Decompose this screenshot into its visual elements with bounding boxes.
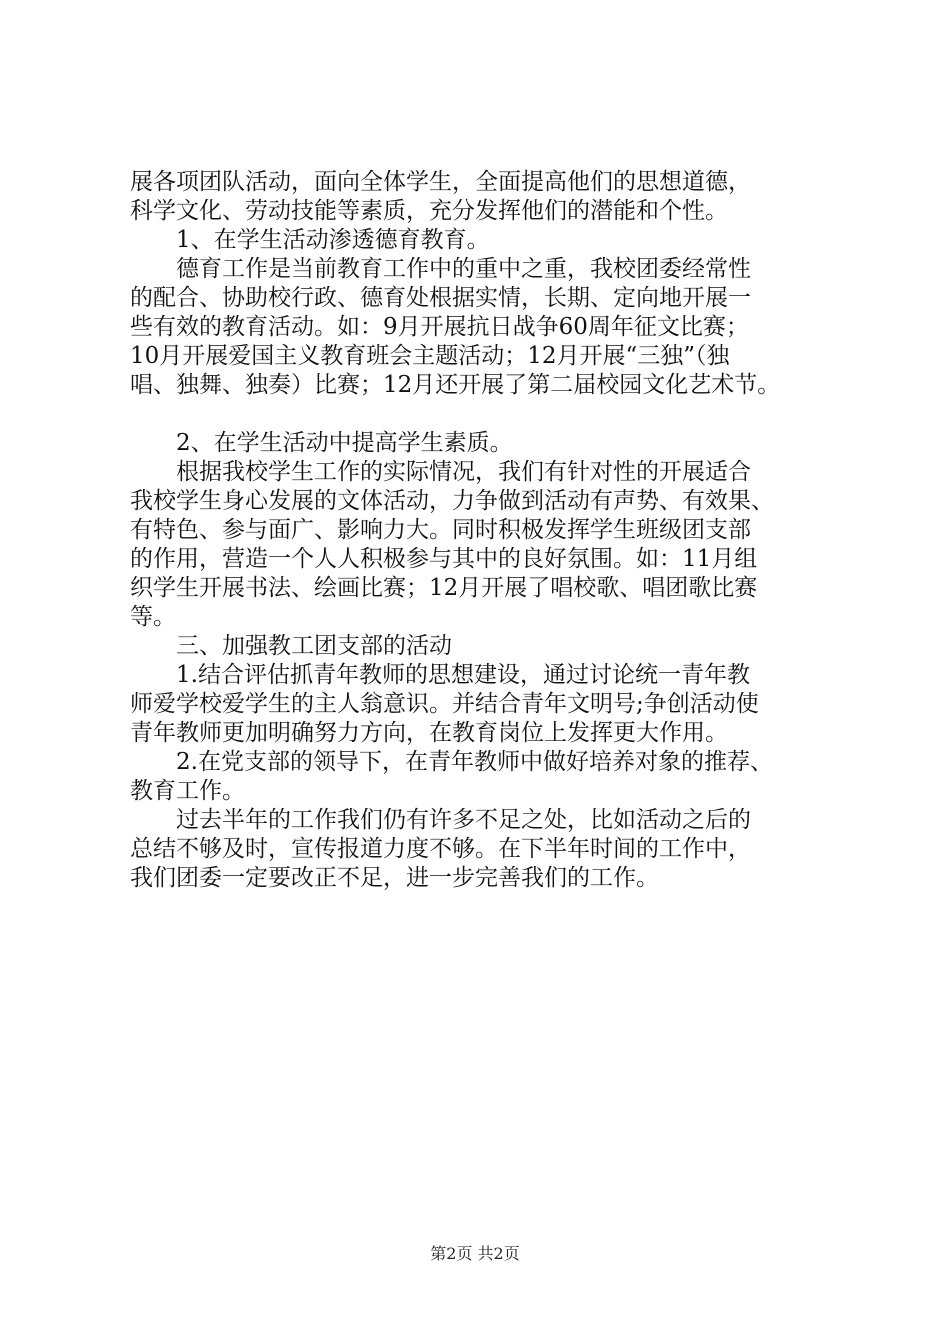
text-line: 青年教师更加明确努力方向，在教育岗位上发挥更大作用。 <box>130 720 728 746</box>
text-line: 的配合、协助校行政、德育处根据实情，长期、定向地开展一 <box>130 285 751 311</box>
text-line: 些有效的教育活动。如：9月开展抗日战争60周年征文比赛； <box>130 314 749 340</box>
text-line: 三、加强教工团支部的活动 <box>130 633 452 659</box>
text-line: 等。 <box>130 604 176 630</box>
text-line: 德育工作是当前教育工作中的重中之重，我校团委经常性 <box>130 256 751 282</box>
text-line: 教育工作。 <box>130 778 245 804</box>
text-line: 2.在党支部的领导下，在青年教师中做好培养对象的推荐、 <box>130 749 773 775</box>
text-line: 总结不够及时，宣传报道力度不够。在下半年时间的工作中， <box>130 836 751 862</box>
text-line: 1.结合评估抓青年教师的思想建设，通过讨论统一青年教 <box>130 662 750 688</box>
text-line: 织学生开展书法、绘画比赛；12月开展了唱校歌、唱团歌比赛 <box>130 575 758 601</box>
text-line: 过去半年的工作我们仍有许多不足之处，比如活动之后的 <box>130 807 751 833</box>
text-line: 我校学生身心发展的文体活动，力争做到活动有声势、有效果、 <box>130 488 774 514</box>
page-number-footer: 第2页 共2页 <box>430 1244 520 1263</box>
text-line: 科学文化、劳动技能等素质，充分发挥他们的潜能和个性。 <box>130 198 728 224</box>
text-line: 的作用，营造一个人人积极参与其中的良好氛围。如：11月组 <box>130 546 758 572</box>
text-line: 1、在学生活动渗透德育教育。 <box>130 227 490 253</box>
text-line: 10月开展爱国主义教育班会主题活动；12月开展“三独”（独 <box>130 343 730 369</box>
text-line: 展各项团队活动，面向全体学生，全面提高他们的思想道德， <box>130 169 751 195</box>
text-line: 2、在学生活动中提高学生素质。 <box>130 430 513 456</box>
text-line: 有特色、参与面广、影响力大。同时积极发挥学生班级团支部 <box>130 517 751 543</box>
text-line: 唱、独舞、独奏）比赛；12月还开展了第二届校园文化艺术节。 <box>130 372 781 398</box>
text-line: 根据我校学生工作的实际情况，我们有针对性的开展适合 <box>130 459 751 485</box>
text-line: 师爱学校爱学生的主人翁意识。并结合青年文明号;争创活动使 <box>130 691 759 717</box>
text-line: 我们团委一定要改正不足，进一步完善我们的工作。 <box>130 865 659 891</box>
